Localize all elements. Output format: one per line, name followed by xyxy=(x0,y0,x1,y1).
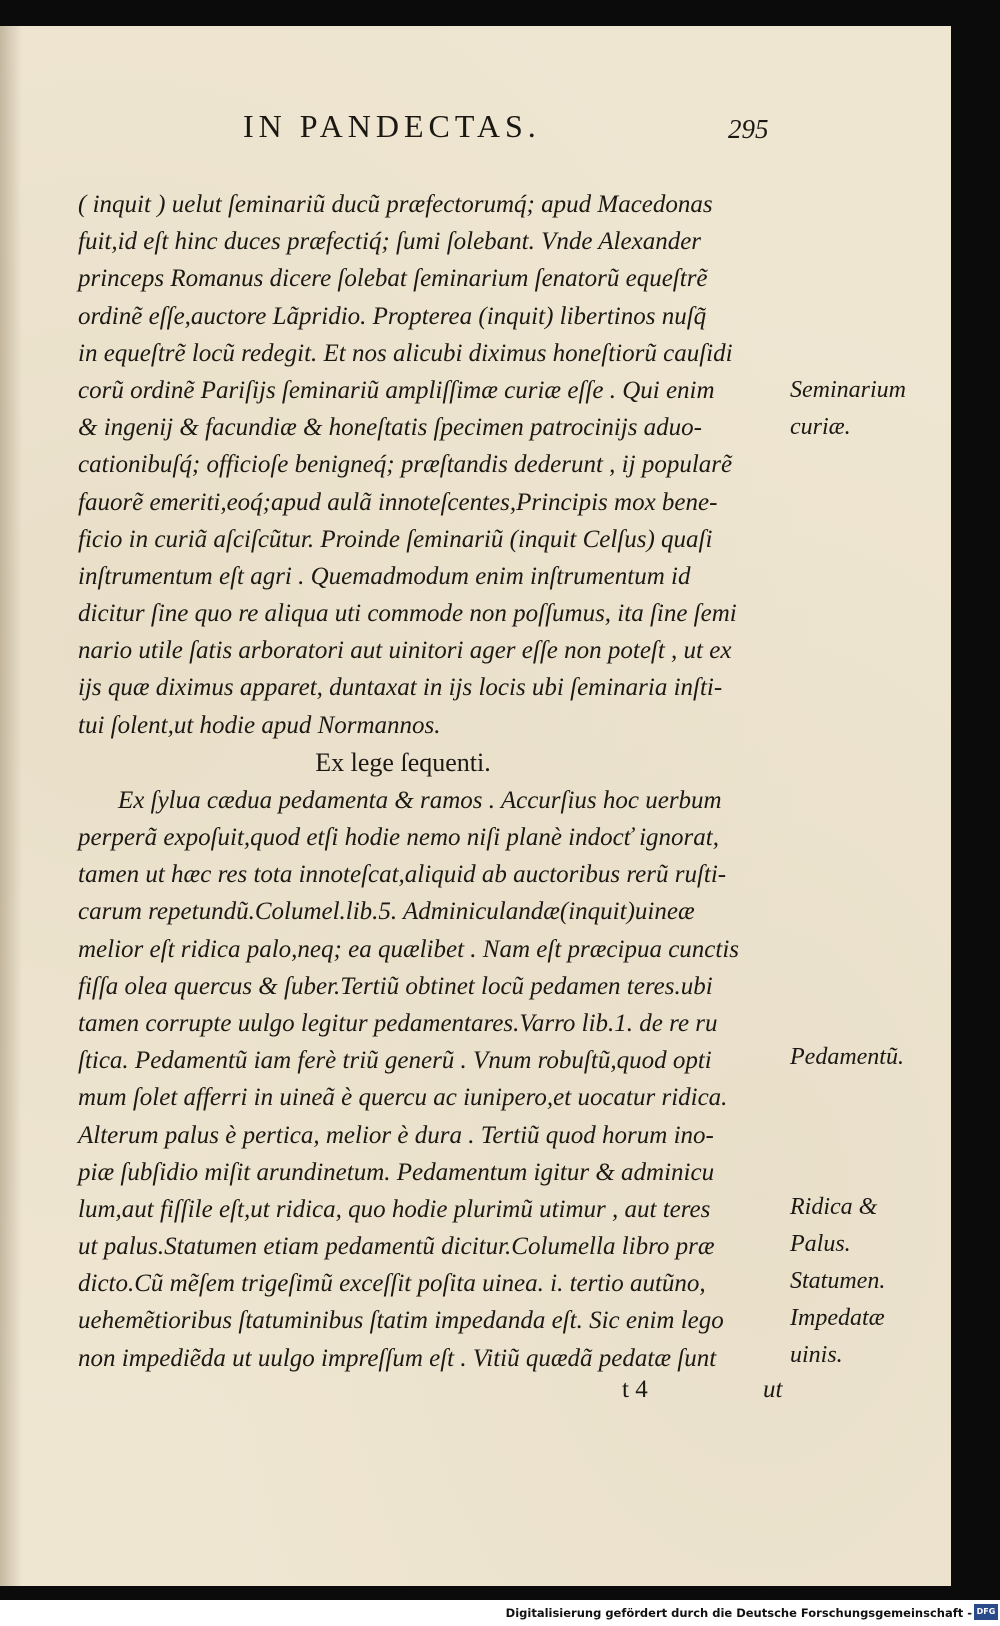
margin-note-seminarium: Seminarium xyxy=(790,377,906,403)
margin-note-pedamentum: Pedamentũ. xyxy=(790,1044,904,1070)
text-line: ficio in curiã aſciſcũtur. Proinde ſeminariũ (inquit Celſus) quaſi xyxy=(78,525,713,553)
page-gutter-shadow xyxy=(0,26,22,1586)
text-line: tamen corrupte uulgo legitur pedamentares.Varro lib.1. de re ru xyxy=(78,1009,718,1037)
page-number: 295 xyxy=(728,114,769,144)
text-line: fauorẽ emeriti,eoq́;apud aulã innoteſcentes,Principis mox bene- xyxy=(78,488,718,516)
text-line: Alterum palus è pertica, melior è dura . Tertiũ quod horum ino- xyxy=(78,1121,714,1149)
section-subheading: Ex lege ſequenti. xyxy=(315,747,491,777)
text-line: uehemẽtioribus ſtatuminibus ſtatim impedanda eſt. Sic enim lego xyxy=(78,1307,724,1335)
catchword: ut xyxy=(763,1376,783,1403)
text-line: piæ ſubſidio miſit arundinetum. Pedamentum igitur & adminicu xyxy=(78,1158,715,1186)
main-text-block xyxy=(78,186,768,1377)
text-line: corũ ordinẽ Pariſijs ſeminariũ ampliſſimæ curiæ eſſe . Qui enim xyxy=(78,376,715,404)
digitization-credit-bar xyxy=(0,1600,1000,1626)
text-line: nario utile ſatis arboratori aut uinitori ager eſſe non poteſt , ut ex xyxy=(78,637,732,665)
text-line: ſtica. Pedamentũ iam ferè triũ generũ . Vnum robuſtũ,quod opti xyxy=(78,1047,712,1075)
text-line: dicto.Cũ mẽſem trigeſimũ exceſſit poſita uinea. i. tertio autũno, xyxy=(78,1270,706,1298)
text-line: ordinẽ eſſe,auctore Lãpridio. Propterea (inquit) libertinos nuſq̃ xyxy=(78,302,707,330)
margin-note-impedatae: Impedatæ xyxy=(790,1305,885,1331)
text-line: cationibuſq́; officioſe benigneq́; præſtandis dederunt , ij popularẽ xyxy=(78,451,733,479)
text-line: mum ſolet afferri in uineã è quercu ac iunipero,et uocatur ridica. xyxy=(78,1084,728,1112)
credit-text: Digitalisierung gefördert durch die Deutsche Forschungsgemeinschaft - xyxy=(505,1606,972,1620)
text-line: perperã expoſuit,quod etſi hodie nemo niſi planè indocť ignorat, xyxy=(78,824,719,851)
text-line: fiſſa olea quercus & ſuber.Tertiũ obtinet locũ pedamen teres.ubi xyxy=(78,972,713,1000)
page-footer-line xyxy=(0,1376,951,1416)
text-line: ut palus.Statumen etiam pedamentũ dicitur.Columella libro præ xyxy=(78,1233,715,1261)
text-line: fuit,id eſt hinc duces præfectiq́; ſumi ſolebant. Vnde Alexander xyxy=(78,228,702,256)
text-line: princeps Romanus dicere ſolebat ſeminarium ſenatorũ equeſtrẽ xyxy=(78,265,708,293)
text-line: dicitur ſine quo re aliqua uti commode non poſſumus, ita ſine ſemi xyxy=(78,600,737,628)
dfg-logo: DFG xyxy=(974,1604,998,1620)
text-line: tamen ut hæc res tota innoteſcat,aliquid ab auctoribus rerũ ruſti- xyxy=(78,861,727,889)
margin-note-curiae: curiæ. xyxy=(790,414,851,440)
text-line: ( inquit ) uelut ſeminariũ ducũ præfectorumq́; apud Macedonas xyxy=(78,191,713,218)
signature-mark: t 4 xyxy=(622,1376,648,1403)
book-page xyxy=(0,26,951,1586)
text-line: Ex ſylua cædua pedamenta & ramos . Accurſius hoc uerbum xyxy=(118,786,722,814)
text-line: lum,aut fiſſile eſt,ut ridica, quo hodie plurimũ utimur , aut teres xyxy=(78,1195,711,1223)
running-head-title: IN PANDECTAS. xyxy=(243,108,541,144)
margin-note-ridica: Ridica & xyxy=(790,1194,878,1220)
text-line: in equeſtrẽ locũ redegit. Et nos alicubi diximus honeſtiorũ cauſidi xyxy=(78,339,733,367)
text-line: inſtrumentum eſt agri . Quemadmodum enim inſtrumentum id xyxy=(78,562,691,590)
running-head xyxy=(0,108,951,158)
text-line: & ingenij & facundiæ & honeſtatis ſpecimen patrocinijs aduo- xyxy=(78,414,703,442)
margin-note-statumen: Statumen. xyxy=(790,1268,886,1294)
margin-note-palus: Palus. xyxy=(790,1231,851,1257)
text-line: carum repetundũ.Columel.lib.5. Adminiculandæ(inquit)uineæ xyxy=(78,898,695,926)
text-line: tui ſolent,ut hodie apud Normannos. xyxy=(78,711,441,739)
text-line: non impediẽda ut uulgo impreſſum eſt . Vitiũ quædã pedatæ ſunt xyxy=(78,1344,717,1372)
text-line: ijs quæ diximus apparet, duntaxat in ijs locis ubi ſeminaria inſti- xyxy=(78,674,723,702)
text-line: melior eſt ridica palo,neq; ea quælibet . Nam eſt præcipua cunctis xyxy=(78,935,740,963)
margin-note-uinis: uinis. xyxy=(790,1342,843,1368)
